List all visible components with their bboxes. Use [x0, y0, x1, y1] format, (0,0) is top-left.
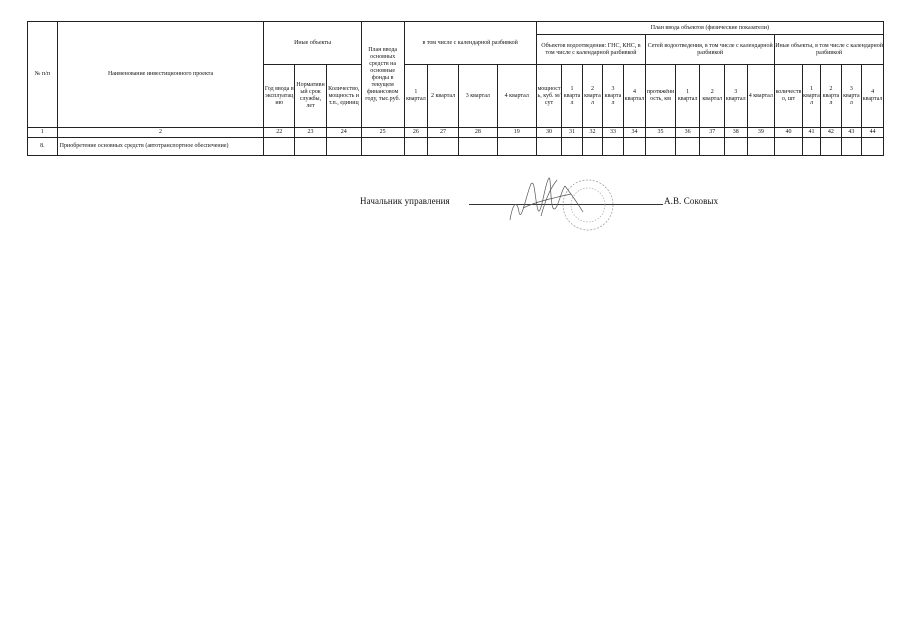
empty-cell	[326, 138, 361, 156]
handwritten-signature-and-stamp	[505, 172, 620, 234]
col-number: 32	[582, 128, 602, 138]
col-number: 31	[562, 128, 582, 138]
header-net-kv3: 3 квартал	[725, 65, 748, 128]
col-number: 38	[725, 128, 748, 138]
header-water-kv2: 2 квартал	[582, 65, 602, 128]
col-number: 25	[361, 128, 404, 138]
investment-plan-table	[27, 21, 884, 156]
empty-cell	[700, 138, 725, 156]
signatory-name: А.В. Соковых	[664, 196, 719, 206]
header-other-physical: Иные объекты, в том числе с календарной разбивкой	[775, 35, 884, 65]
header-q2: 2 квартал	[428, 65, 459, 128]
empty-cell	[862, 138, 884, 156]
col-number: 34	[623, 128, 646, 138]
table-row	[28, 138, 884, 156]
col-number: 1	[28, 128, 58, 138]
col-number: 26	[404, 128, 428, 138]
col-number: 28	[458, 128, 497, 138]
col-number: 36	[675, 128, 700, 138]
col-number: 37	[700, 128, 725, 138]
empty-cell	[675, 138, 700, 156]
header-q3: 3 квартал	[458, 65, 497, 128]
header-plan-physical: План ввода объектов (физические показатели)	[536, 22, 883, 35]
row-project-name: Приобретение основных средств (автотранспортное обеспечение)	[57, 138, 264, 156]
header-net-kv2: 2 квартал	[700, 65, 725, 128]
header-water-kv4: 4 квартал	[623, 65, 646, 128]
col-number: 39	[747, 128, 775, 138]
header-num: № п/п	[28, 22, 58, 128]
empty-cell	[295, 138, 327, 156]
col-number: 19	[497, 128, 536, 138]
empty-cell	[603, 138, 623, 156]
header-net-kv4: 4 квартал	[747, 65, 775, 128]
empty-cell	[497, 138, 536, 156]
col-number: 24	[326, 128, 361, 138]
header-q4: 4 квартал	[497, 65, 536, 128]
signatory-title: Начальник управления	[360, 196, 450, 206]
empty-cell	[725, 138, 748, 156]
empty-cell	[428, 138, 459, 156]
empty-cell	[775, 138, 803, 156]
col-number: 35	[646, 128, 676, 138]
header-plan-fixed-assets: План ввода основных средств на основные фонды в текущем финансовом году, тыс.руб.	[361, 22, 404, 128]
empty-cell	[404, 138, 428, 156]
empty-cell	[747, 138, 775, 156]
header-year-commission: Год ввода в эксплуатацию	[264, 65, 295, 128]
header-service-life: Нормативный срок службы, лет	[295, 65, 327, 128]
empty-cell	[536, 138, 562, 156]
header-other-objects: Иные объекты	[264, 22, 361, 65]
header-other-kv2: 2 квартал	[821, 65, 841, 128]
empty-cell	[623, 138, 646, 156]
header-other-kv3: 3 квартал	[841, 65, 861, 128]
empty-cell	[582, 138, 602, 156]
empty-cell	[802, 138, 820, 156]
col-number: 22	[264, 128, 295, 138]
header-quantity: Количество, мощность и т.п., единиц	[326, 65, 361, 128]
header-count: количество, шт	[775, 65, 803, 128]
header-project-name: Наименование инвестиционного проекта	[57, 22, 264, 128]
header-other-kv4: 4 квартал	[862, 65, 884, 128]
col-number: 44	[862, 128, 884, 138]
header-capacity: мощность, куб. м/сут	[536, 65, 562, 128]
header-wastewater-networks: Сетей водоотведения, в том числе с календарной разбивкой	[646, 35, 775, 65]
header-net-kv1: 1 квартал	[675, 65, 700, 128]
header-other-kv1: 1 квартал	[802, 65, 820, 128]
col-number: 43	[841, 128, 861, 138]
header-length: протяжённость, км	[646, 65, 676, 128]
col-number: 27	[428, 128, 459, 138]
column-number-row	[28, 128, 884, 138]
col-number: 30	[536, 128, 562, 138]
empty-cell	[562, 138, 582, 156]
col-number: 2	[57, 128, 264, 138]
col-number: 40	[775, 128, 803, 138]
col-number: 41	[802, 128, 820, 138]
row-number: 8.	[28, 138, 58, 156]
header-q1: 1 квартал	[404, 65, 428, 128]
empty-cell	[646, 138, 676, 156]
header-water-kv3: 3 квартал	[603, 65, 623, 128]
header-calendar-breakdown: в том числе с календарной разбивкой	[404, 22, 536, 65]
col-number: 33	[603, 128, 623, 138]
empty-cell	[264, 138, 295, 156]
header-wastewater-objects: Объектов водоотведения: ГНС, КНС, в том числе с календарной разбивкой	[536, 35, 646, 65]
empty-cell	[821, 138, 841, 156]
empty-cell	[841, 138, 861, 156]
header-water-kv1: 1 квартал	[562, 65, 582, 128]
empty-cell	[458, 138, 497, 156]
col-number: 42	[821, 128, 841, 138]
col-number: 23	[295, 128, 327, 138]
empty-cell	[361, 138, 404, 156]
